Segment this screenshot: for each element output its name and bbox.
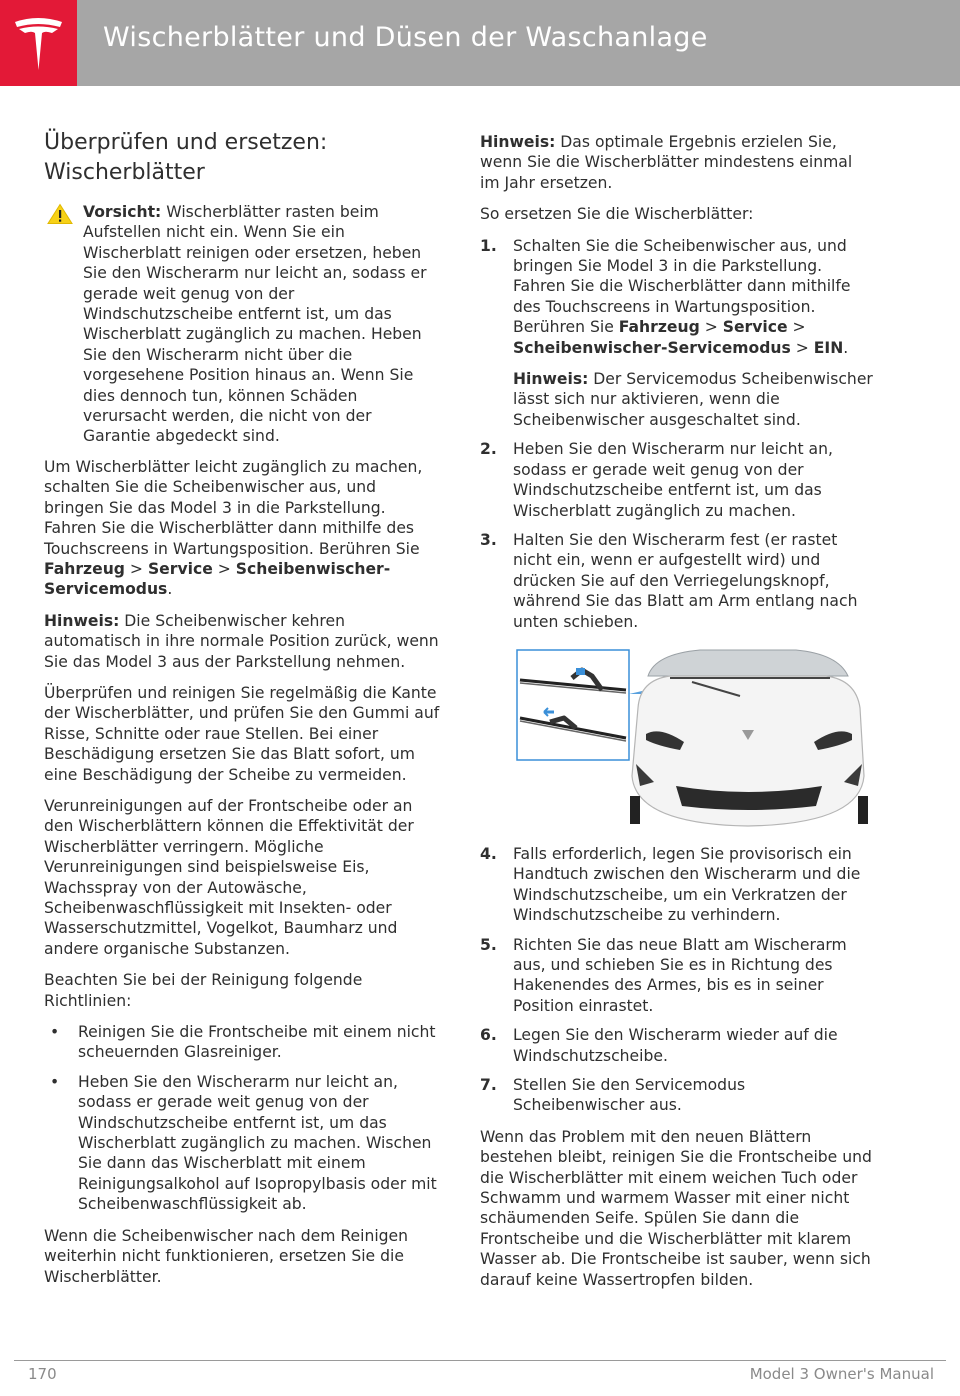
troubleshooting-paragraph: Wenn das Problem mit den neuen Blättern bestehen bleibt, reinigen Sie die Frontscheibe und die Wischerblätter mit einem weichen Tuch oder Schwamm und warmem Wasser mit einer nicht schäumenden Seife. Spülen Sie dann die Frontscheibe und die Wischerblätter mit klarem Wasser ab. Die Frontscheibe ist sauber, wenn sich darauf keine Wassertropfen bilden. bbox=[480, 1127, 872, 1289]
guidelines-intro: Beachten Sie bei der Reinigung folgende Richtlinien: bbox=[44, 971, 363, 1010]
section-heading: Überprüfen und ersetzen: Wischerblätter bbox=[44, 130, 328, 185]
step-number: 5. bbox=[480, 935, 497, 954]
step-text: Falls erforderlich, legen Sie provisorisch ein Handtuch zwischen den Wischerarm und die Windschutzscheibe, um ein Verkratzen der Windschutzscheibe zu verhindern. bbox=[513, 844, 861, 925]
note-label: Hinweis: bbox=[480, 133, 556, 151]
step-text: Heben Sie den Wischerarm nur leicht an, sodass er gerade weit genug von der Windschutzscheibe entfernt ist, um das Wischerblatt zugänglich zu machen. bbox=[513, 440, 833, 520]
menu-fahrzeug: Fahrzeug bbox=[44, 559, 125, 578]
bullet-icon: • bbox=[50, 1023, 60, 1042]
caution-label: Vorsicht: bbox=[83, 203, 162, 221]
step-number: 2. bbox=[480, 440, 497, 459]
guidelines-list bbox=[44, 1022, 440, 1215]
caution-block bbox=[44, 202, 440, 447]
step-text: Stellen Sie den Servicemodus Scheibenwischer aus. bbox=[513, 1076, 746, 1115]
step-text: Schalten Sie die Scheibenwischer aus, und bringen Sie Model 3 in die Parkstellung. Fahren Sie die Wischerblätter dann mithilfe des Touchscreens in Wartungsposition. Berühren Sie bbox=[513, 236, 851, 337]
page-header bbox=[0, 0, 960, 86]
step-item bbox=[480, 236, 876, 431]
footer-divider bbox=[14, 1360, 946, 1361]
wiper-blade-car-illustration bbox=[480, 646, 876, 828]
access-paragraph bbox=[44, 457, 440, 600]
step-number: 7. bbox=[480, 1076, 497, 1094]
menu-wiper-service-mode: Scheibenwischer-Servicemodus bbox=[44, 559, 391, 599]
step-number: 3. bbox=[480, 530, 497, 549]
menu-separator: > bbox=[212, 559, 236, 578]
note-text: Das optimale Ergebnis erzielen Sie, wenn Sie die Wischerblätter mindestens einmal im Jahr ersetzen. bbox=[480, 133, 853, 192]
left-column bbox=[44, 128, 440, 1298]
step-text: Halten Sie den Wischerarm fest (er rastet nicht ein, wenn er aufgestellt wird) und drücken Sie auf den Verriegelungsknopf, während Sie das Blatt am Arm entlang nach unten schieben. bbox=[513, 530, 858, 631]
menu-separator: > bbox=[124, 559, 148, 578]
step-text: Legen Sie den Wischerarm wieder auf die Windschutzscheibe. bbox=[513, 1026, 838, 1065]
step-number: 1. bbox=[480, 236, 497, 255]
note-label: Hinweis: bbox=[513, 370, 589, 389]
car-front-icon bbox=[630, 650, 868, 826]
menu-separator: > bbox=[787, 318, 806, 337]
page-title: Wischerblätter und Düsen der Waschanlage bbox=[103, 22, 708, 53]
replacement-steps-continued bbox=[480, 844, 876, 1116]
tesla-logo-icon bbox=[12, 14, 65, 72]
menu-service: Service bbox=[147, 559, 213, 578]
step-item bbox=[480, 530, 876, 632]
note-text: Der Servicemodus Scheibenwischer lässt sich nur aktivieren, wenn die Scheibenwischer ausgeschaltet sind. bbox=[513, 370, 873, 429]
page-number: 170 bbox=[28, 1365, 57, 1383]
step-item bbox=[480, 1075, 876, 1116]
menu-separator: > bbox=[790, 338, 814, 357]
brand-logo-box bbox=[0, 0, 77, 86]
step-item bbox=[480, 844, 876, 926]
menu-wiper-service-mode: Scheibenwischer-Servicemodus bbox=[513, 338, 791, 357]
list-item bbox=[44, 1072, 440, 1215]
menu-ein: EIN bbox=[813, 338, 844, 357]
step-note bbox=[513, 369, 876, 430]
menu-service: Service bbox=[722, 318, 788, 337]
note-text: Die Scheibenwischer kehren automatisch in ihre normale Position zurück, wenn Sie das Model 3 aus der Parkstellung nehmen. bbox=[44, 611, 439, 671]
step-item bbox=[480, 439, 876, 521]
sentence-end: . bbox=[843, 338, 849, 357]
note-paragraph bbox=[44, 611, 440, 672]
steps-intro: So ersetzen Sie die Wischerblätter: bbox=[480, 205, 754, 224]
menu-fahrzeug: Fahrzeug bbox=[618, 318, 700, 337]
step-item bbox=[480, 1025, 876, 1066]
step-text: Richten Sie das neue Blatt am Wischerarm aus, und schieben Sie es in Richtung des Hakenendes des Armes, bis es in seiner Position einrastet. bbox=[513, 935, 847, 1015]
list-item-text: Reinigen Sie die Frontscheibe mit einem nicht scheuernden Glasreiniger. bbox=[78, 1023, 436, 1062]
note-label: Hinweis: bbox=[44, 611, 120, 630]
step-number: 4. bbox=[480, 844, 497, 863]
inspect-paragraph: Überprüfen und reinigen Sie regelmäßig die Kante der Wischerblätter, und prüfen Sie den Gummi auf Risse, Schnitte oder raue Stellen. Bei einer Beschädigung ersetzen Sie das Blatt sofort, um eine Beschädigung der Scheibe zu vermeiden. bbox=[44, 683, 440, 784]
replacement-steps bbox=[480, 236, 876, 632]
access-text: Um Wischerblätter leicht zugänglich zu machen, schalten Sie die Scheibenwischer aus, und bringen Sie das Model 3 in die Parkstellung. Fahren Sie die Wischerblätter dann mithilfe des Touchscreens in Wartungsposition. Berühren Sie bbox=[44, 457, 423, 558]
step-item bbox=[480, 935, 876, 1017]
manual-title: Model 3 Owner's Manual bbox=[749, 1365, 934, 1383]
contamination-paragraph: Verunreinigungen auf der Frontscheibe oder an den Wischerblättern können die Effektivität der Wischerblätter verringern. Mögliche Verunreinigungen sind beispielsweise Eis, Wachsspray von der Autowäsche, Scheibenwaschflüssigkeit mit Insekten- oder Wasserschutzmittel, Vogelkot, Baumharz und andere organische Substanzen. bbox=[44, 796, 414, 958]
step-number: 6. bbox=[480, 1026, 497, 1045]
bullet-icon: • bbox=[50, 1072, 60, 1091]
list-item bbox=[44, 1022, 440, 1063]
menu-separator: > bbox=[699, 318, 723, 337]
right-column bbox=[480, 132, 876, 1301]
caution-text: Wischerblätter rasten beim Aufstellen nicht ein. Wenn Sie ein Wischerblatt reinigen oder ersetzen, heben Sie den Wischerarm nur leicht an, sodass er gerade weit genug von der Windschutzscheibe entfernt ist, um das Wischerblatt zugänglich zu machen. Heben Sie den Wischerarm nicht über die vorgesehene Position hinaus an. Wenn Sie dies dennoch tun, können Schäden verursacht werden, die nicht von der Garantie abgedeckt sind. bbox=[83, 203, 427, 446]
sentence-end: . bbox=[167, 580, 173, 599]
warning-triangle-icon bbox=[47, 203, 73, 225]
list-item-text: Heben Sie den Wischerarm nur leicht an, sodass er gerade weit genug von der Windschutzscheibe entfernt ist, um das Wischerblatt zugänglich zu machen. Wischen Sie dann das Wischerblatt mit einem Reinigungsalkohol auf Isopropylbasis oder mit Scheibenwaschflüssigkeit ab. bbox=[78, 1072, 437, 1214]
note-paragraph bbox=[480, 132, 876, 193]
replace-advice-paragraph: Wenn die Scheibenwischer nach dem Reinigen weiterhin nicht funktionieren, ersetzen Sie die Wischerblätter. bbox=[44, 1226, 409, 1286]
